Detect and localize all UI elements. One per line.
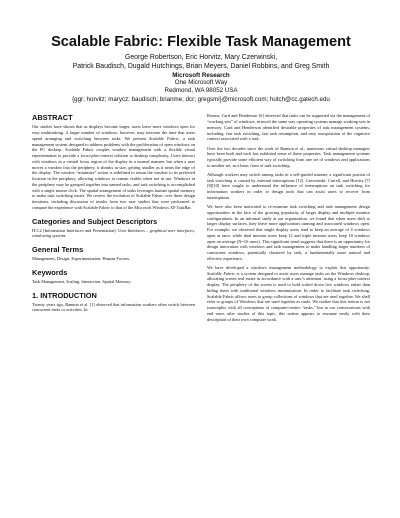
- introduction-text: Twenty years ago, Bannon et al. [1] observed that information workers often switch between concurrent tasks or activities. In: [32, 301, 195, 313]
- keywords-text: Task Management, Scaling, Interaction, Spatial Memory.: [32, 278, 132, 284]
- left-column: [32, 113, 195, 325]
- paper-title: Scalable Fabric: Flexible Task Management: [51, 34, 351, 50]
- general-terms-heading: General Terms: [32, 245, 84, 255]
- categories-text: H.5.2 [Information Interfaces and Presentation]: User Interfaces – graphical user interfaces, windowing systems.: [32, 227, 195, 239]
- introduction-heading: 1. INTRODUCTION: [32, 290, 97, 300]
- paragraph-scalable-fabric: We have developed a windows management methodology to exploit this opportunity. Scalable Fabric is a system designed to assist users manage tasks on the Windows desktop, allocating screen real estate in accordance with a user’s attention, using a focus-plus-context display. The periphery of the screen is used to hold scaled down live windows rather than hiding them with traditional windows minimization. In order to facilitate task switching, Scalable Fabric allows users to group collections of windows that are used together. We shall refer to groups of Windows that are used together as tasks. We realize that this notion is not isomorphic with all conceptions of computer-centric “tasks,” but in our conversations with end users after studies of this topic, this notion appears to resonate easily with their description of their own computer work.: [207, 264, 370, 322]
- affiliation-city: Redmond, WA 98052 USA: [164, 86, 238, 94]
- abstract-text: Our studies have shown that as displays become larger, users leave more windows open for easy multitasking. A larger number of windows, however, may increase the time that users spend arranging and switching between tasks. We present Scalable Fabric, a task management system designed to address problems with the proliferation of open windows on the PC desktop. Scalable Fabric couples window management with a flexible visual representation to provide a focus-plus-context solution to desktop complexity. Users interact with windows in a central focus region of the display in a normal manner, but when a user moves a window into the periphery, it shrinks in size, getting smaller as it nears the edge of the display. The window “minimize” action is redefined to return the window to its preferred location in the periphery, allowing windows to remain visible when not in use. Windows in the periphery may be grouped together into named tasks, and task switching is accomplished with a single mouse click. The spatial arrangement of tasks leverages human spatial memory to make task switching easier. We review the evolution of Scalable Fabric over three design iterations, including discussion of results from two user studies that were performed to compare the experience with Scalable Fabric to that of the Microsoft Windows XP TaskBar.: [32, 124, 195, 210]
- abstract-heading: ABSTRACT: [32, 113, 73, 123]
- paragraph-interruptions: Although workers may switch among tasks in a self-guided manner, a significant portion of task switching is caused by external interruptions [12]. Czerwinski, Cutrell, and Horvitz [7][8][10] have sought to understand the influence of interruptions on task switching for information workers in order to design tools that can assist users to recover from interruptions.: [207, 171, 370, 200]
- general-terms-text: Management, Design, Experimentation, Human Factors.: [32, 256, 131, 262]
- keywords-heading: Keywords: [32, 267, 68, 277]
- author-line-1: George Robertson, Eric Horvitz, Mary Czerwinski,: [124, 54, 278, 61]
- right-column: [207, 113, 370, 325]
- author-emails: {ggr; horvitz; marycz; baudisch; brianme; dcr; gregsmi}@microsoft.com; hutch@cc.gatech.edu: [72, 96, 330, 104]
- categories-heading: Categories and Subject Descriptors: [32, 216, 158, 226]
- paragraph-virtual-desktops: Over the two decades since the work of Bannon et al., numerous virtual desktop managers have been built and each has exhibited some of these properties. Task management systems typically provide some efficient way of switching from one set of windows and applications to another set, as a basic form of task switching.: [207, 145, 370, 168]
- affiliation: [32, 72, 370, 95]
- affiliation-street: One Microsoft Way: [174, 79, 228, 87]
- author-list: [32, 54, 370, 72]
- body-columns: [32, 113, 370, 325]
- paragraph-rooms: Rooms, Card and Henderson [6] observed that tasks can be supported via the management of “working sets” of windows, in much the same way operating systems manage working sets in memory. Card and Henderson identified desirable properties of task management systems, including: fast task switching, fast task resumption, and easy reacquisition of the cognitive context associated with a task.: [207, 113, 370, 142]
- author-line-2: Patrick Baudisch, Dugald Hutchings, Brian Meyers, Daniel Robbins, and Greg Smith: [72, 62, 330, 70]
- paragraph-large-displays: We have also been motivated to re-examine task switching and task management design opportunities in the face of the growing popularity of larger display and multiple monitor configurations. In an informal study at our organization, we found that when users shift to larger display surfaces, they leave more applications running and associated windows open. For example, we observed that single display users tend to keep an average of 4 windows open at once, while dual monitor users keep 12 and triple monitor users keep 18 windows open on average (N=16 users). This significant trend suggests that there is an opportunity for design innovation with windows and task management to make handling larger numbers of concurrent windows, potentially clustered by task, a fundamentally more natural and effective experience.: [207, 204, 370, 261]
- affiliation-org: Microsoft Research: [172, 71, 230, 79]
